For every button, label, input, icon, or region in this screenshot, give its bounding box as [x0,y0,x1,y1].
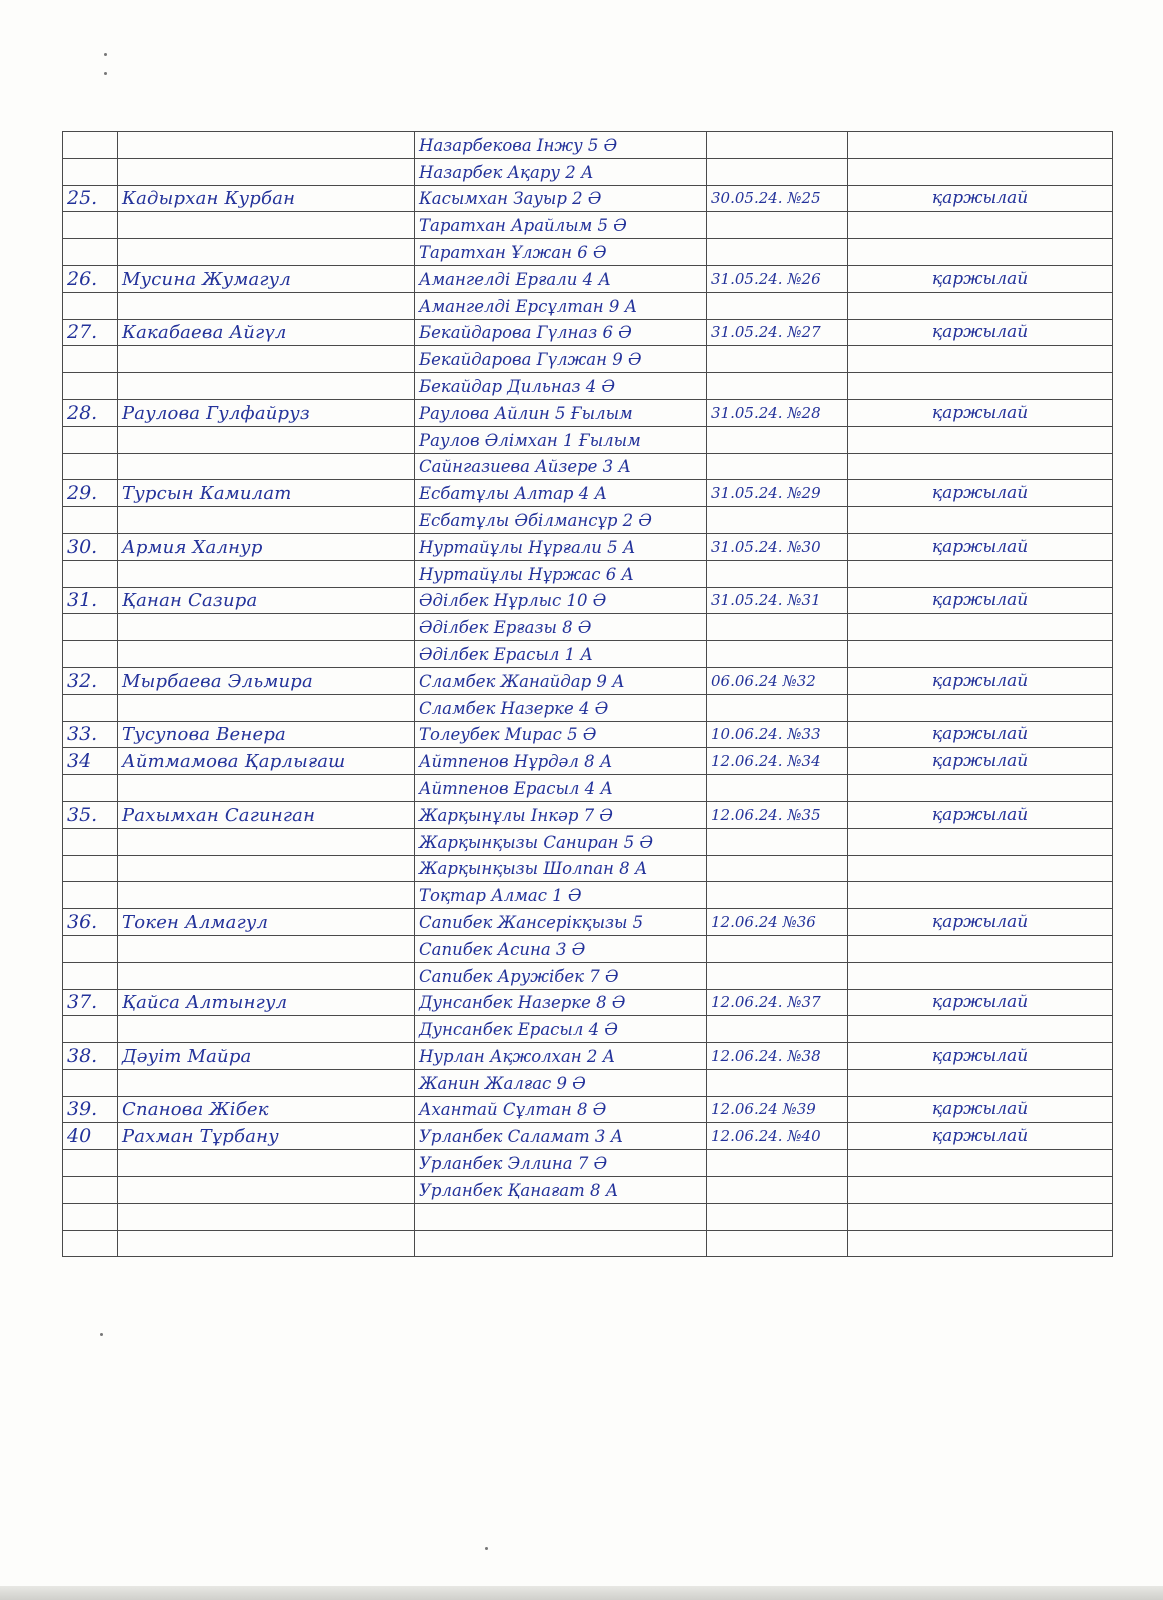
row-number [63,641,118,668]
payment-type: қаржылай [848,748,1113,775]
table-row [63,909,1113,936]
payment-type [848,507,1113,534]
row-number [63,560,118,587]
table-row [63,775,1113,802]
row-number: 26. [63,265,118,292]
parent-name [118,292,415,319]
row-number: 38. [63,1043,118,1070]
payment-type [848,828,1113,855]
row-number [63,1203,118,1230]
order-date [707,507,848,534]
table-row [63,855,1113,882]
table-row [63,962,1113,989]
order-date: 10.06.24. №33 [707,721,848,748]
row-number [63,935,118,962]
order-date [707,828,848,855]
table-row [63,667,1113,694]
payment-type: қаржылай [848,533,1113,560]
table-row [63,158,1113,185]
payment-type [848,158,1113,185]
row-number [63,694,118,721]
payment-type [848,882,1113,909]
parent-name [118,1177,415,1204]
order-date: 12.06.24. №38 [707,1043,848,1070]
payment-type: қаржылай [848,989,1113,1016]
payment-type: қаржылай [848,1043,1113,1070]
child-name: Айтпенов Нұрдәл 8 А [415,748,707,775]
parent-name [118,694,415,721]
table-row [63,480,1113,507]
parent-name: Рахман Тұрбану [118,1123,415,1150]
child-name [415,1203,707,1230]
order-date: 12.06.24. №34 [707,748,848,775]
scan-speck [100,1333,103,1336]
payment-type: қаржылай [848,1123,1113,1150]
order-date [707,694,848,721]
row-number: 39. [63,1096,118,1123]
parent-name: Турсын Камилат [118,480,415,507]
order-date [707,426,848,453]
scan-speck [104,72,107,75]
order-date [707,1203,848,1230]
child-name: Жарқынқызы Шолпан 8 А [415,855,707,882]
child-name: Амангелді Ерғали 4 А [415,265,707,292]
table-row [63,587,1113,614]
order-date [707,1069,848,1096]
row-number [63,373,118,400]
payment-type [848,962,1113,989]
parent-name: Какабаева Айгүл [118,319,415,346]
parent-name: Қанан Сазира [118,587,415,614]
child-name: Амангелді Ерсұлтан 9 А [415,292,707,319]
payment-type: қаржылай [848,185,1113,212]
table-row [63,801,1113,828]
order-date: 12.06.24. №37 [707,989,848,1016]
child-name: Таратхан Ұлжан 6 Ә [415,239,707,266]
row-number: 29. [63,480,118,507]
order-date [707,962,848,989]
row-number [63,1150,118,1177]
payment-type [848,775,1113,802]
child-name: Тоқтар Алмас 1 Ә [415,882,707,909]
payment-type [848,1069,1113,1096]
parent-name [118,855,415,882]
row-number: 28. [63,399,118,426]
child-name: Есбатұлы Алтар 4 А [415,480,707,507]
payment-type [848,694,1113,721]
table-row [63,560,1113,587]
row-number [63,828,118,855]
order-date: 31.05.24. №28 [707,399,848,426]
child-name: Урланбек Эллина 7 Ә [415,1150,707,1177]
parent-name [118,828,415,855]
table-row [63,507,1113,534]
table-row [63,373,1113,400]
child-name: Дунсанбек Назерке 8 Ә [415,989,707,1016]
order-date [707,855,848,882]
payment-type: қаржылай [848,399,1113,426]
payment-type [848,935,1113,962]
child-name: Жарқынұлы Інкәр 7 Ә [415,801,707,828]
order-date [707,1230,848,1257]
payment-type [848,132,1113,159]
row-number [63,1177,118,1204]
row-number [63,292,118,319]
payment-type [848,239,1113,266]
order-date [707,346,848,373]
order-date: 31.05.24. №26 [707,265,848,292]
payment-type: қаржылай [848,801,1113,828]
order-date [707,882,848,909]
row-number: 34 [63,748,118,775]
table-row [63,185,1113,212]
child-name: Сайнгазиева Айзере 3 А [415,453,707,480]
parent-name [118,1150,415,1177]
order-date [707,775,848,802]
order-date [707,1016,848,1043]
order-date: 12.06.24 №39 [707,1096,848,1123]
order-date [707,560,848,587]
payment-type [848,1150,1113,1177]
order-date [707,453,848,480]
table-row [63,828,1113,855]
payment-type [848,1016,1113,1043]
order-date [707,641,848,668]
child-name: Айтпенов Ерасыл 4 А [415,775,707,802]
order-date [707,614,848,641]
table-row [63,239,1113,266]
order-date [707,1177,848,1204]
child-name: Раулова Айлин 5 Ғылым [415,399,707,426]
parent-name: Армия Халнур [118,533,415,560]
row-number [63,453,118,480]
payment-type [848,1177,1113,1204]
parent-name [118,373,415,400]
table-row [63,1123,1113,1150]
row-number [63,212,118,239]
table-row [63,212,1113,239]
benefit-ledger-table [62,131,1113,1257]
child-name: Сапибек Асина 3 Ә [415,935,707,962]
order-date [707,212,848,239]
row-number [63,1069,118,1096]
row-number: 30. [63,533,118,560]
table-row [63,748,1113,775]
parent-name: Тусупова Венера [118,721,415,748]
ledger-body [63,132,1113,1257]
child-name: Раулов Әлімхан 1 Ғылым [415,426,707,453]
table-row [63,641,1113,668]
row-number [63,855,118,882]
order-date: 31.05.24. №27 [707,319,848,346]
payment-type [848,855,1113,882]
parent-name [118,1230,415,1257]
child-name: Сапибек Аружібек 7 Ә [415,962,707,989]
child-name: Әділбек Ерасыл 1 А [415,641,707,668]
child-name: Нуртайұлы Нұржас 6 А [415,560,707,587]
child-name: Урланбек Қанағат 8 А [415,1177,707,1204]
child-name: Назарбекова Інжу 5 Ә [415,132,707,159]
order-date: 31.05.24. №29 [707,480,848,507]
child-name: Дунсанбек Ерасыл 4 Ә [415,1016,707,1043]
table-row [63,1043,1113,1070]
parent-name: Мусина Жумагул [118,265,415,292]
order-date: 06.06.24 №32 [707,667,848,694]
child-name: Есбатұлы Әбілмансұр 2 Ә [415,507,707,534]
order-date: 12.06.24. №35 [707,801,848,828]
row-number: 35. [63,801,118,828]
row-number [63,614,118,641]
child-name: Сапибек Жансерікқызы 5 [415,909,707,936]
table-row [63,1203,1113,1230]
row-number: 27. [63,319,118,346]
row-number: 32. [63,667,118,694]
row-number [63,346,118,373]
parent-name [118,453,415,480]
table-row [63,319,1113,346]
table-row [63,882,1113,909]
table-row [63,989,1113,1016]
order-date: 12.06.24. №40 [707,1123,848,1150]
order-date: 31.05.24. №31 [707,587,848,614]
parent-name [118,132,415,159]
payment-type: қаржылай [848,587,1113,614]
parent-name [118,882,415,909]
scan-bottom-edge [0,1586,1163,1600]
table-row [63,1150,1113,1177]
table-row [63,721,1113,748]
parent-name [118,239,415,266]
parent-name [118,614,415,641]
table-row [63,265,1113,292]
table-row [63,292,1113,319]
parent-name: Спанова Жібек [118,1096,415,1123]
parent-name [118,212,415,239]
table-row [63,132,1113,159]
row-number [63,426,118,453]
parent-name: Қайса Алтынгул [118,989,415,1016]
child-name: Касымхан Зауыр 2 Ә [415,185,707,212]
parent-name [118,1203,415,1230]
table-row [63,453,1113,480]
order-date [707,373,848,400]
order-date [707,1150,848,1177]
table-row [63,1230,1113,1257]
table-row [63,346,1113,373]
table-row [63,1069,1113,1096]
row-number: 25. [63,185,118,212]
parent-name: Токен Алмагул [118,909,415,936]
order-date [707,935,848,962]
row-number [63,132,118,159]
scan-speck [104,53,107,56]
parent-name [118,641,415,668]
order-date: 31.05.24. №30 [707,533,848,560]
row-number: 40 [63,1123,118,1150]
payment-type [848,1230,1113,1257]
child-name [415,1230,707,1257]
row-number [63,775,118,802]
child-name: Бекайдарова Гүлназ 6 Ә [415,319,707,346]
child-name: Әділбек Нұрлыс 10 Ә [415,587,707,614]
child-name: Нуртайұлы Нұрғали 5 А [415,533,707,560]
payment-type: қаржылай [848,909,1113,936]
parent-name: Кадырхан Курбан [118,185,415,212]
parent-name [118,962,415,989]
payment-type [848,560,1113,587]
row-number [63,1016,118,1043]
parent-name [118,426,415,453]
row-number [63,882,118,909]
row-number: 36. [63,909,118,936]
payment-type [848,346,1113,373]
child-name: Сламбек Назерке 4 Ә [415,694,707,721]
table-row [63,1177,1113,1204]
child-name: Бекайдарова Гүлжан 9 Ә [415,346,707,373]
parent-name: Мырбаева Эльмира [118,667,415,694]
child-name: Ахантай Сұлтан 8 Ә [415,1096,707,1123]
table-row [63,1096,1113,1123]
payment-type: қаржылай [848,667,1113,694]
parent-name: Айтмамова Қарлығаш [118,748,415,775]
parent-name: Дәуіт Майра [118,1043,415,1070]
table-row [63,399,1113,426]
payment-type [848,212,1113,239]
row-number [63,158,118,185]
payment-type [848,292,1113,319]
child-name: Нурлан Ақжолхан 2 А [415,1043,707,1070]
order-date [707,239,848,266]
payment-type [848,453,1113,480]
child-name: Толеубек Мирас 5 Ә [415,721,707,748]
child-name: Жарқынқызы Саниран 5 Ә [415,828,707,855]
order-date [707,132,848,159]
row-number [63,962,118,989]
order-date [707,158,848,185]
payment-type: қаржылай [848,265,1113,292]
order-date: 30.05.24. №25 [707,185,848,212]
row-number: 33. [63,721,118,748]
row-number: 37. [63,989,118,1016]
parent-name: Рахымхан Сагинган [118,801,415,828]
row-number [63,1230,118,1257]
table-row [63,694,1113,721]
table-row [63,935,1113,962]
payment-type [848,641,1113,668]
child-name: Таратхан Арайлым 5 Ә [415,212,707,239]
parent-name [118,775,415,802]
child-name: Жанин Жалғас 9 Ә [415,1069,707,1096]
payment-type [848,614,1113,641]
parent-name: Раулова Гулфайруз [118,399,415,426]
payment-type: қаржылай [848,480,1113,507]
table-row [63,426,1113,453]
payment-type: қаржылай [848,721,1113,748]
child-name: Сламбек Жанайдар 9 А [415,667,707,694]
order-date: 12.06.24 №36 [707,909,848,936]
parent-name [118,158,415,185]
payment-type [848,1203,1113,1230]
table-row [63,614,1113,641]
parent-name [118,1069,415,1096]
parent-name [118,1016,415,1043]
order-date [707,292,848,319]
payment-type: қаржылай [848,1096,1113,1123]
child-name: Урланбек Саламат 3 А [415,1123,707,1150]
child-name: Әділбек Ерғазы 8 Ә [415,614,707,641]
payment-type [848,373,1113,400]
scan-speck [485,1547,488,1550]
parent-name [118,507,415,534]
row-number: 31. [63,587,118,614]
child-name: Назарбек Ақару 2 А [415,158,707,185]
payment-type [848,426,1113,453]
child-name: Бекайдар Дильназ 4 Ә [415,373,707,400]
row-number [63,507,118,534]
row-number [63,239,118,266]
parent-name [118,935,415,962]
table-row [63,533,1113,560]
parent-name [118,560,415,587]
payment-type: қаржылай [848,319,1113,346]
parent-name [118,346,415,373]
table-row [63,1016,1113,1043]
